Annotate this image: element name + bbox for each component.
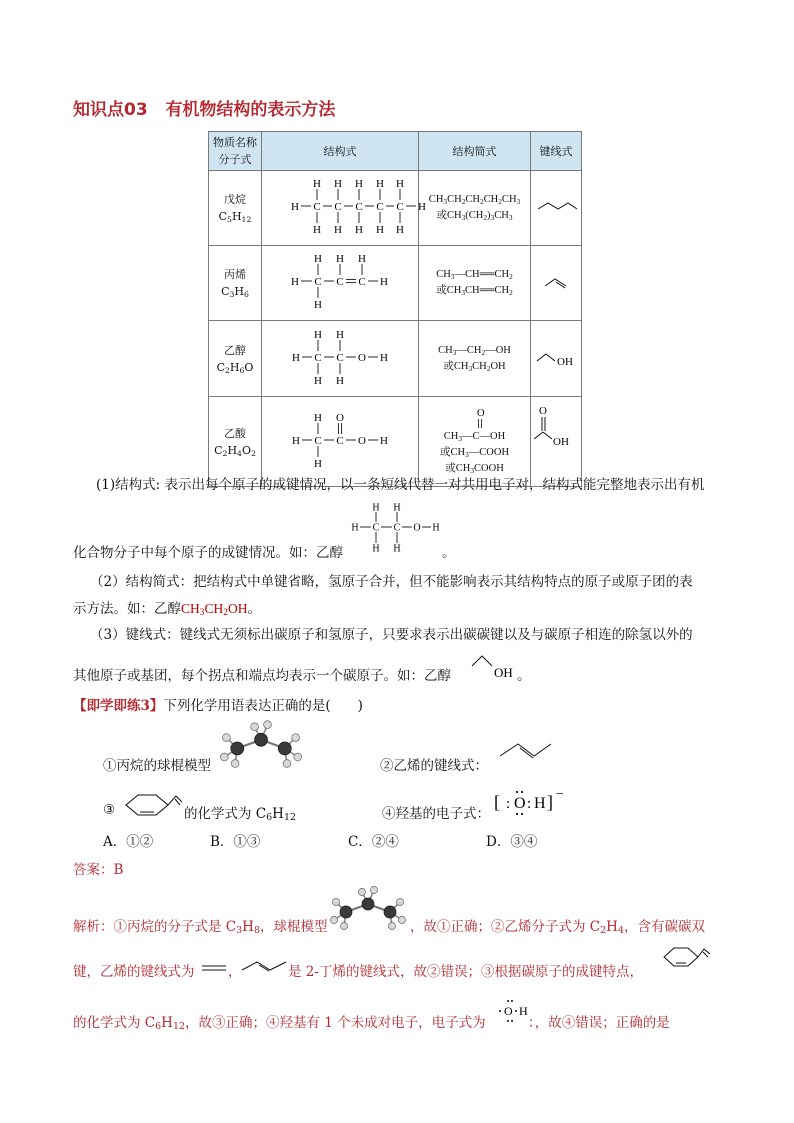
hydrogen-ball <box>396 898 403 905</box>
atom-label: H <box>351 522 359 534</box>
atom-label: H <box>314 298 322 311</box>
hydrogen-ball <box>358 888 365 895</box>
para-end-mark: 。 <box>442 545 456 561</box>
para-end-mark: 。 <box>517 668 531 684</box>
atom-label: H <box>314 328 322 341</box>
atom-label: O <box>504 1004 513 1018</box>
atom-label: H <box>336 328 344 341</box>
hydrogen-ball <box>264 721 272 729</box>
header-name: 物质名称 分子式 <box>209 132 262 171</box>
atom-label: O <box>539 405 547 417</box>
atom-label: H <box>376 177 384 190</box>
table-row <box>209 171 582 246</box>
molecular-formula: $C_5H_{12}$ <box>218 210 252 224</box>
atom-label: H <box>534 795 546 812</box>
atom-label: C <box>336 351 344 364</box>
atom-label: C <box>393 522 401 534</box>
atom-label: H <box>313 223 321 236</box>
2-butene-skeletal-2 <box>240 956 290 976</box>
atom-label: H <box>372 543 380 555</box>
atom-label: H <box>314 457 322 470</box>
molecular-formula: $C_3H_6$ <box>221 285 249 299</box>
2-butene-skeletal <box>496 738 556 762</box>
table-header-row <box>209 132 582 171</box>
atom-label: H <box>291 200 299 213</box>
table-row <box>209 246 582 321</box>
table-row <box>209 397 582 487</box>
atom-label: H <box>358 252 366 265</box>
atom-label: H <box>393 543 401 555</box>
header-structural: 结构式 <box>262 132 419 171</box>
para-skeletal-formula-line2: 其他原子或基团，每个拐点和端点均表示一个碳原子。如：乙醇 <box>73 668 451 684</box>
carbon-ball <box>340 906 352 918</box>
hydrogen-ball <box>388 922 395 929</box>
atom-label: H <box>393 502 401 514</box>
choice-c[interactable]: C．②④ <box>348 834 399 850</box>
atom-label: C <box>314 351 322 364</box>
ethanol-inline-atoms <box>351 503 439 555</box>
hydrogen-ball <box>283 760 291 768</box>
ethanol-skeletal <box>531 321 581 393</box>
atom-label: O <box>514 795 526 812</box>
atom-label: C <box>396 200 404 213</box>
svg-text:−: − <box>556 787 564 802</box>
atom-label: H <box>372 502 380 514</box>
atom-label: O <box>413 522 421 534</box>
choice-a[interactable]: A．①② <box>103 834 154 850</box>
simplified-formula: $CH_3CH_2CH_2CH_2CH_3$ <box>428 194 521 206</box>
atom-label: H <box>334 177 342 190</box>
item-3: ③ <box>103 802 116 818</box>
simplified-formula: $CH_3—C—OH$ <box>443 430 506 443</box>
item-3-text: 的化学式为 $C_6H_{12}$ <box>184 806 296 823</box>
atom-label: H <box>313 177 321 190</box>
pentane-atoms <box>291 178 426 236</box>
atom-label: C <box>313 200 321 213</box>
hydrogen-ball <box>340 922 347 929</box>
atom-label: C <box>314 434 322 447</box>
hydrogen-ball <box>231 760 239 768</box>
propene-atoms <box>291 253 388 311</box>
carbon-ball <box>278 742 291 755</box>
hydrogen-ball <box>330 916 337 923</box>
simplified-formula: $CH_3—CH══CH_2$ <box>436 269 513 281</box>
atom-label: H <box>380 434 388 447</box>
explanation-line3a: 的化学式为 $C_6H_{12}$，故③正确；④羟基有 1 个未成对电子，电子式为 <box>73 1015 486 1032</box>
carbon-ball <box>362 898 374 910</box>
acetic-acid-atoms <box>292 412 388 470</box>
atom-label: H <box>380 351 388 364</box>
atom-label: H <box>376 223 384 236</box>
svg-text:]: ] <box>547 792 553 812</box>
carbon-ball <box>255 733 268 746</box>
atom-label: C <box>334 200 342 213</box>
oh-label: OH <box>553 436 569 448</box>
oh-label: OH <box>557 356 573 368</box>
atom-label: H <box>336 374 344 387</box>
oh-label: OH <box>494 665 513 680</box>
para-skeletal-formula: （3）键线式：键线式无须标出碳原子和氢原子，只要求表示出碳碳键以及与碳原子相连的除氢以外的 <box>90 627 693 643</box>
exercise-question: 【即学即练3】下列化学用语表达正确的是( ) <box>73 698 363 714</box>
atom-label: H <box>355 177 363 190</box>
atom-label: O <box>477 407 485 419</box>
para-structural-formula <box>96 476 704 494</box>
para-text: 化合物分子中每个原子的成键情况。如：乙醇 <box>73 545 343 561</box>
simplified-formula-alt: 或$CH_3(CH_2)_3CH_3$ <box>436 210 513 222</box>
svg-text::: : <box>506 796 511 812</box>
hydrogen-ball <box>251 723 259 731</box>
propane-ball-stick-model <box>220 716 310 768</box>
acetic-acid-skeletal <box>531 397 581 483</box>
atom-label: H <box>336 252 344 265</box>
compound-name: 乙酸 <box>224 426 246 440</box>
atom-label: C <box>314 275 322 288</box>
item-2: ②乙烯的键线式： <box>380 758 488 774</box>
atom-label: O <box>336 411 344 424</box>
atom-label: H <box>380 275 388 288</box>
atom-label: H <box>396 177 404 190</box>
propene-skeletal <box>531 246 581 317</box>
header-simplified: 结构简式 <box>419 132 531 171</box>
simplified-formula-alt: 或$CH_3CH_2OH$ <box>443 360 506 373</box>
molecular-formula: $C_2H_4O_2$ <box>214 443 256 458</box>
molecular-formula: $C_2H_6O$ <box>216 360 254 375</box>
item-1: ①丙烷的球棍模型 <box>103 758 211 774</box>
atom-label: C <box>336 434 344 447</box>
simplified-formula-alt2: 或$CH_3COOH$ <box>445 462 504 475</box>
propane-ball-stick-model-2 <box>330 882 412 932</box>
compound-name: 乙醇 <box>224 343 246 357</box>
atom-label: H <box>432 522 440 534</box>
ball-stick-balls <box>330 886 405 929</box>
cyclohexene-vinyl-structure-2 <box>660 942 714 974</box>
atom-label: C <box>355 200 363 213</box>
explanation-line1b: ，故①正确；②乙烯分子式为 $C_2H_4$，含有碳碳双 <box>410 919 705 936</box>
svg-text:[: [ <box>494 792 500 812</box>
svg-text::: : <box>527 796 532 812</box>
hydroxyl-electron-formula <box>492 786 578 820</box>
propene-structural-formula <box>262 246 418 317</box>
atom-label: C <box>336 275 344 288</box>
pentane-structural-formula <box>262 171 426 242</box>
answer: 答案：B <box>73 862 124 878</box>
ethanol-atoms <box>292 329 388 387</box>
atom-label: C <box>358 275 366 288</box>
acetic-acid-simplified <box>419 399 530 485</box>
atom-label: H <box>314 252 322 265</box>
atom-label: C <box>372 522 380 534</box>
acetic-acid-structural-formula <box>262 397 418 483</box>
pentane-skeletal <box>531 171 581 242</box>
atom-label: H <box>355 223 363 236</box>
explanation-line2a: 键，乙烯的键线式为 <box>73 964 195 980</box>
explanation-line1a: 解析：①丙烷的分子式是 $C_3H_8$，球棍模型 <box>73 919 328 936</box>
hydroxyl-radical-formula <box>496 996 530 1026</box>
compound-name: 戊烷 <box>224 193 246 206</box>
atom-label: H <box>519 1004 528 1018</box>
atom-label: H <box>314 411 322 424</box>
hydrogen-ball <box>332 898 339 905</box>
atom-label: O <box>358 351 366 364</box>
header-skeletal: 键线式 <box>531 132 582 171</box>
item-4: ④羟基的电子式： <box>382 806 490 822</box>
atom-label: H <box>314 374 322 387</box>
ethanol-simplified-formula: $CH_3CH_2OH$ <box>181 601 248 618</box>
hydrogen-ball <box>223 734 231 742</box>
choice-d[interactable]: D．③④ <box>486 834 538 850</box>
cyclohexene-vinyl-structure <box>118 788 188 824</box>
ethanol-inline-structure <box>345 498 445 556</box>
choice-b[interactable]: B．①③ <box>210 834 261 850</box>
exercise-tag: 【即学即练3】 <box>73 698 164 714</box>
atom-label: H <box>291 275 299 288</box>
hydrogen-ball <box>370 886 377 893</box>
section-title: 知识点03 有机物结构的表示方法 <box>73 100 336 120</box>
para-simplified-formula-line2: 示方法。如：乙醇$CH_3CH_2OH$。 <box>73 601 261 618</box>
ethylene-skeletal <box>200 958 230 978</box>
hydrogen-ball <box>292 734 300 742</box>
simplified-formula: $CH_3—CH_2—OH$ <box>438 344 511 357</box>
atom-label: H <box>396 223 404 236</box>
atom-label: H <box>334 223 342 236</box>
hydrogen-ball <box>398 916 405 923</box>
explanation-line2b: ， <box>228 964 242 980</box>
simplified-formula-alt: 或$CH_3—COOH$ <box>439 446 510 459</box>
table-row <box>209 321 582 397</box>
hydrogen-ball <box>220 753 228 761</box>
para-structural-formula-line2 <box>73 544 343 562</box>
ball-stick-balls <box>220 721 301 768</box>
carbon-ball <box>384 906 396 918</box>
atom-label: H <box>292 351 300 364</box>
structure-table <box>208 131 582 487</box>
simplified-formula-alt: 或$CH_3CH══CH_2$ <box>436 285 513 297</box>
ethanol-structural-formula <box>262 321 418 393</box>
acetic-acid-simplified-lines <box>419 429 530 477</box>
atom-label: H <box>292 434 300 447</box>
atom-label: C <box>376 200 384 213</box>
para-text: (1)结构式: 表示出每个原子的成键情况，以一条短线代替一对共用电子对，结构式能完整地表示出有机 <box>96 477 705 493</box>
atom-label: O <box>358 434 366 447</box>
atom-label: H <box>418 200 426 213</box>
explanation-line3b: ：，故④错误；正确的是 <box>528 1015 670 1031</box>
explanation-line2c: 是 2-丁烯的键线式，故②错误；③根据碳原子的成键特点， <box>288 964 643 980</box>
compound-name: 丙烯 <box>224 268 246 281</box>
carbon-ball <box>231 742 244 755</box>
para-simplified-formula: （2）结构简式：把结构式中单键省略，氢原子合并，但不能影响表示其结构特点的原子或原子团的表 <box>90 574 693 590</box>
hydrogen-ball <box>294 753 302 761</box>
